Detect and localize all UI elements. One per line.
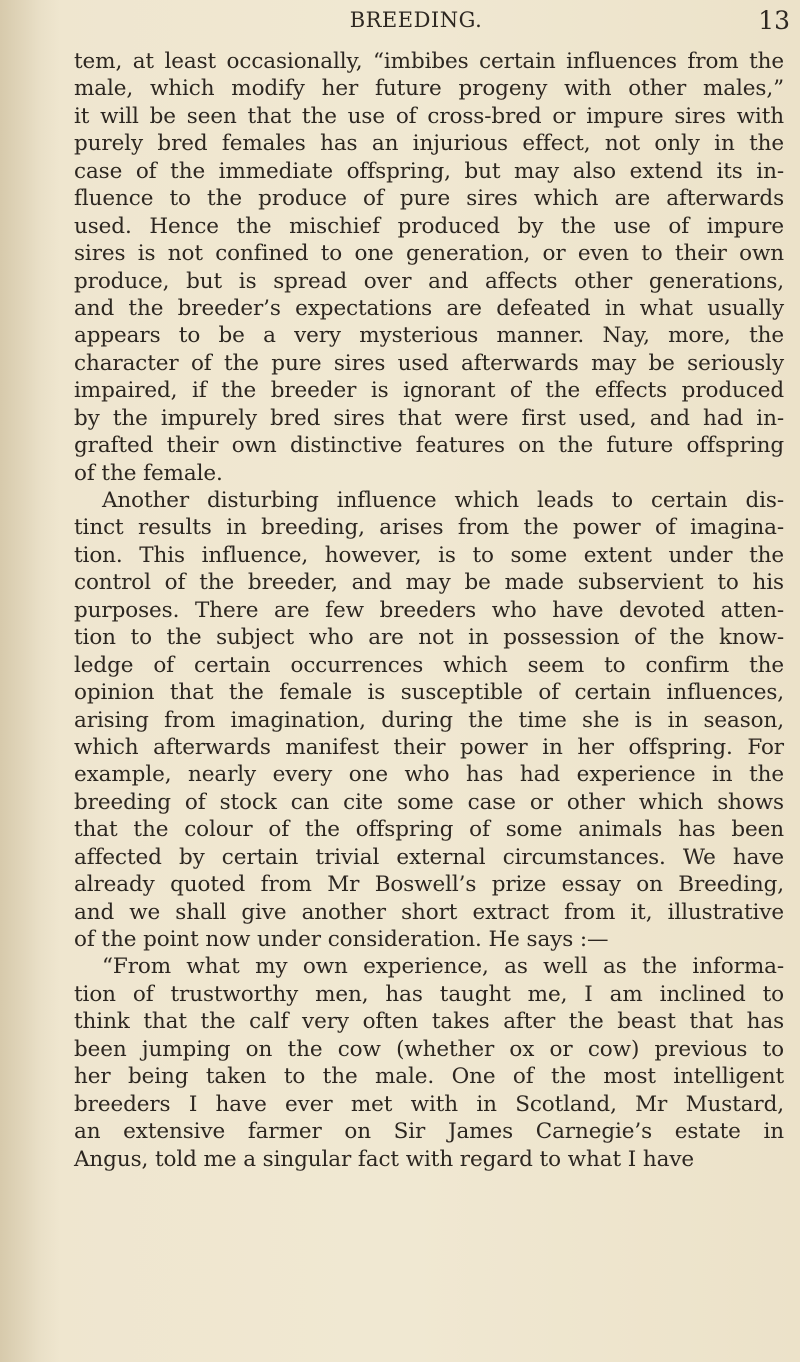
text-line: purposes. There are few breeders who have devoted atten- xyxy=(74,597,784,623)
text-line: an extensive farmer on Sir James Carnegie’s estate in xyxy=(74,1119,784,1145)
text-line: that the colour of the offspring of some animals has been xyxy=(74,817,784,843)
text-line: tinct results in breeding, arises from the power of imagina- xyxy=(74,515,784,541)
text-line: opinion that the female is susceptible of certain influences, xyxy=(74,680,784,706)
text-line: and the breeder’s expectations are defeated in what usually xyxy=(74,295,784,321)
text-line: appears to be a very mysterious manner. Nay, more, the xyxy=(74,323,784,349)
text-line: breeding of stock can cite some case or other which shows xyxy=(74,789,784,815)
text-line: character of the pure sires used afterwards may be seriously xyxy=(74,350,784,376)
text-line: already quoted from Mr Boswell’s prize essay on Breeding, xyxy=(74,872,784,898)
body-text xyxy=(74,48,784,1173)
text-line: tem, at least occasionally, “imbibes certain influences from the xyxy=(74,49,784,74)
text-line: and we shall give another short extract from it, illustrative xyxy=(74,899,784,925)
text-line: sires is not confined to one generation, or even to their own xyxy=(74,241,784,267)
paragraph xyxy=(74,487,784,953)
text-line: case of the immediate offspring, but may also extend its in- xyxy=(74,158,784,184)
running-head: BREEDING. xyxy=(349,8,483,32)
text-line: arising from imagination, during the time she is in season, xyxy=(74,707,784,733)
text-line: produce, but is spread over and affects other generations, xyxy=(74,268,784,294)
text-line: “From what my own experience, as well as the informa- xyxy=(102,954,784,980)
text-line: of the point now under consideration. He says :— xyxy=(74,927,609,952)
text-line: affected by certain trivial external circumstances. We have xyxy=(74,844,784,870)
text-line: Angus, told me a singular fact with regard to what I have xyxy=(74,1146,694,1172)
text-line: it will be seen that the use of cross-bred or impure sires with xyxy=(74,103,784,129)
page-header xyxy=(40,6,792,42)
text-line: tion. This influence, however, is to some extent under the xyxy=(74,542,784,568)
text-line: fluence to the produce of pure sires which are afterwards xyxy=(74,186,784,212)
text-line: of the female. xyxy=(74,460,223,486)
page-number: 13 xyxy=(758,6,790,35)
text-line: Another disturbing influence which leads to certain dis- xyxy=(102,488,784,513)
text-line: her being taken to the male. One of the most intelligent xyxy=(74,1064,784,1090)
text-line: example, nearly every one who has had experience in the xyxy=(74,762,784,788)
text-line: think that the calf very often takes after the beast that has xyxy=(74,1009,784,1035)
paragraph xyxy=(74,953,784,1173)
text-line: used. Hence the mischief produced by the use of impure xyxy=(74,213,784,239)
text-line: by the impurely bred sires that were first used, and had in- xyxy=(74,405,784,431)
text-line: impaired, if the breeder is ignorant of the effects produced xyxy=(74,378,784,404)
text-line: control of the breeder, and may be made subservient to his xyxy=(74,570,784,596)
text-line: tion of trustworthy men, has taught me, I am inclined to xyxy=(74,981,784,1007)
text-line: been jumping on the cow (whether ox or cow) previous to xyxy=(74,1036,784,1062)
gutter-shadow xyxy=(0,0,60,1362)
text-line: grafted their own distinctive features on the future offspring xyxy=(74,433,784,459)
text-line: ledge of certain occurrences which seem to confirm the xyxy=(74,652,784,678)
text-line: purely bred females has an injurious effect, not only in the xyxy=(74,131,784,157)
text-line: which afterwards manifest their power in her offspring. For xyxy=(74,734,784,760)
text-line: male, which modify her future progeny with other males,” xyxy=(74,76,784,102)
text-line: tion to the subject who are not in possession of the know- xyxy=(74,625,784,651)
text-line: breeders I have ever met with in Scotland, Mr Mustard, xyxy=(74,1091,784,1117)
paragraph xyxy=(74,48,784,487)
